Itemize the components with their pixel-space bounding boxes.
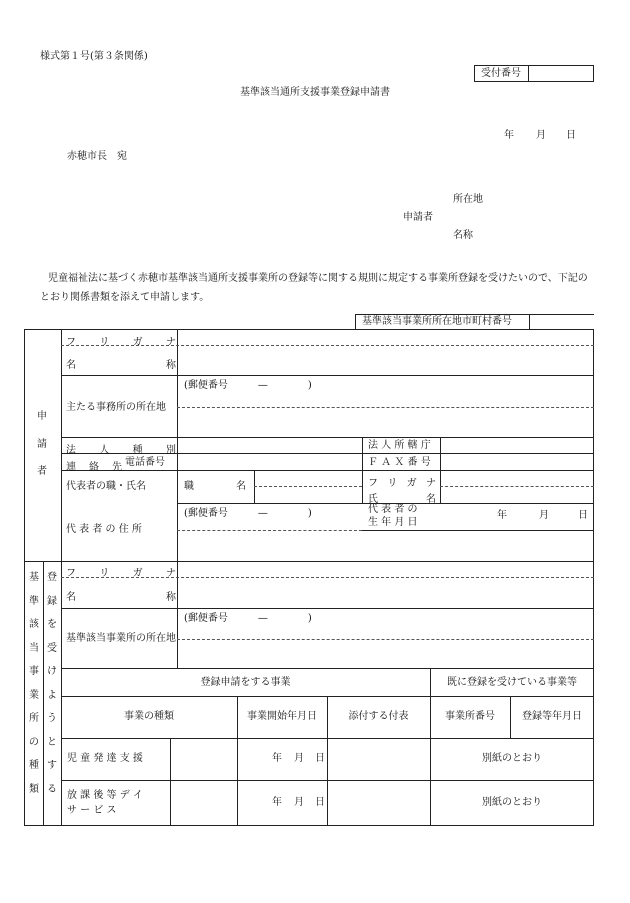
facility-name-field[interactable] [179,580,593,606]
side-char: 該 [29,619,39,630]
row1-year-label: 年 [272,753,282,764]
birth-day-label: 日 [578,510,588,521]
facility-address-label: 基準該当事業所の所在地 [66,633,176,644]
applicant-name-field[interactable] [179,348,593,373]
row1-attachment-field[interactable] [329,740,429,778]
date-day-label: 日 [566,130,576,141]
business-type-header: 事業の種類 [124,711,174,722]
position-name-label: 名 [236,481,246,492]
facility-type-side-label [27,566,41,801]
applicant-name-label: 名 称 [66,360,176,371]
after-school-check-field[interactable] [172,782,236,824]
receipt-number-label: 受付番号 [481,68,521,79]
side-char: の [29,736,39,748]
addressee: 赤穂市長 宛 [67,151,127,162]
registration-date-header: 登録等年月日 [522,711,582,722]
side-char: よ [47,689,57,701]
birth-year-label: 年 [497,510,507,521]
date-month-label: 月 [536,130,546,141]
competent-authority-label: 法 人 所 轄 庁 [368,440,431,451]
phone-field[interactable] [179,455,360,468]
row1-month-label: 月 [294,753,304,764]
side-char: 登 [47,572,57,583]
facility-furigana-label: フ リ ガ ナ [66,568,176,579]
row2-registered-note: 別紙のとおり [482,797,542,808]
office-address-label: 主たる事務所の所在地 [66,402,166,413]
applicant-side-label: 申 請 者 [37,411,47,477]
intro-text-line2: とおり関係書類を添えて申請します。 [40,292,210,303]
business-type-after-school-line2: サ ー ビ ス [67,805,117,816]
facility-furigana-field[interactable] [179,563,593,576]
fax-label: Ｆ Ａ Ｘ 番 号 [368,457,431,468]
row1-registered-note: 別紙のとおり [482,753,542,764]
form-title: 基準該当通所支援事業登録申請書 [240,87,390,98]
rep-name-field[interactable] [442,488,593,501]
representative-name-label: 氏 名 [368,494,436,505]
city-code-field[interactable] [531,316,593,328]
side-char: を [47,619,57,630]
birth-month-label: 月 [539,510,549,521]
side-char: と [47,736,57,748]
position-label: 職 [184,481,194,492]
applicant-address-label: 所在地 [453,194,483,205]
applicant-furigana-field[interactable] [179,331,593,344]
representative-furigana-field[interactable] [256,472,361,485]
apply-business-header: 登録申請をする事業 [200,677,291,688]
side-char: 準 [29,595,39,607]
competent-authority-field[interactable] [442,439,593,452]
city-code-label: 基準該当事業所所在地市町村番号 [362,316,512,327]
side-char: う [47,713,57,724]
birthdate-label-1: 代 表 者 の [368,504,418,515]
birthdate-label-2: 生 年 月 日 [368,517,418,528]
facility-address-field[interactable] [179,642,593,666]
row2-day-label: 日 [315,797,325,808]
row2-month-label: 月 [294,797,304,808]
applicant-name-label: 名称 [453,230,473,241]
facility-register-side-label [45,566,59,801]
side-char: 所 [29,713,39,724]
side-char: 業 [29,689,39,701]
child-dev-support-check-field[interactable] [172,740,236,778]
rep-name-furigana-field[interactable] [442,472,593,485]
side-char: る [47,783,57,795]
side-char: 当 [29,642,39,654]
business-type-after-school-line1: 放 課 後 等 デ イ [67,790,143,801]
rep-postal-code: (郵便番号 — ) [184,508,312,519]
representative-address-field[interactable] [179,533,593,559]
office-address-field[interactable] [179,410,593,435]
corporation-type-field[interactable] [179,439,360,452]
row2-attachment-field[interactable] [329,782,429,824]
intro-text-line1: 児童福祉法に基づく赤穂市基準該当通所支援事業所の登録等に関する規則に規定する事業所登録を受けたいので、下記の [48,273,588,284]
side-char: 事 [29,666,39,677]
date-year-label: 年 [504,130,514,141]
registered-business-header: 既に登録を受けている事業等 [447,677,577,688]
attachment-header: 添付する付表 [348,711,409,722]
representative-label: 代表者の職・氏名 [66,481,146,492]
facility-postal-code: (郵便番号 — ) [184,613,312,624]
side-char: 種 [29,760,39,771]
business-type-child-dev-support: 児 童 発 達 支 援 [67,753,143,764]
facility-name-label: 名 称 [66,592,176,603]
side-char: 類 [29,783,39,795]
start-date-header: 事業開始年月日 [247,711,317,722]
side-char: け [47,666,57,677]
fax-field[interactable] [442,455,593,468]
furigana-label: フ リ ガ ナ [66,337,176,348]
side-char: す [47,760,57,771]
side-char: 録 [47,595,57,607]
representative-furigana-label: フ リ ガ ナ [368,478,436,489]
side-char: 受 [47,642,57,654]
form-number: 様式第１号(第３条関係) [40,51,148,62]
receipt-number-field[interactable] [530,67,592,80]
side-char: 基 [29,572,39,583]
contact-label: 連 絡 先 [66,462,122,473]
representative-position-field[interactable] [256,488,361,501]
office-number-header: 事業所番号 [445,711,495,722]
row1-day-label: 日 [315,753,325,764]
applicant-label: 申請者 [403,212,433,223]
corporation-type-label: 法 人 種 別 [66,445,176,456]
applicant-postal-code: (郵便番号 — ) [184,380,312,391]
representative-address-label: 代 表 者 の 住 所 [66,524,142,535]
phone-label: 電話番号 [125,457,165,468]
row2-year-label: 年 [272,797,282,808]
